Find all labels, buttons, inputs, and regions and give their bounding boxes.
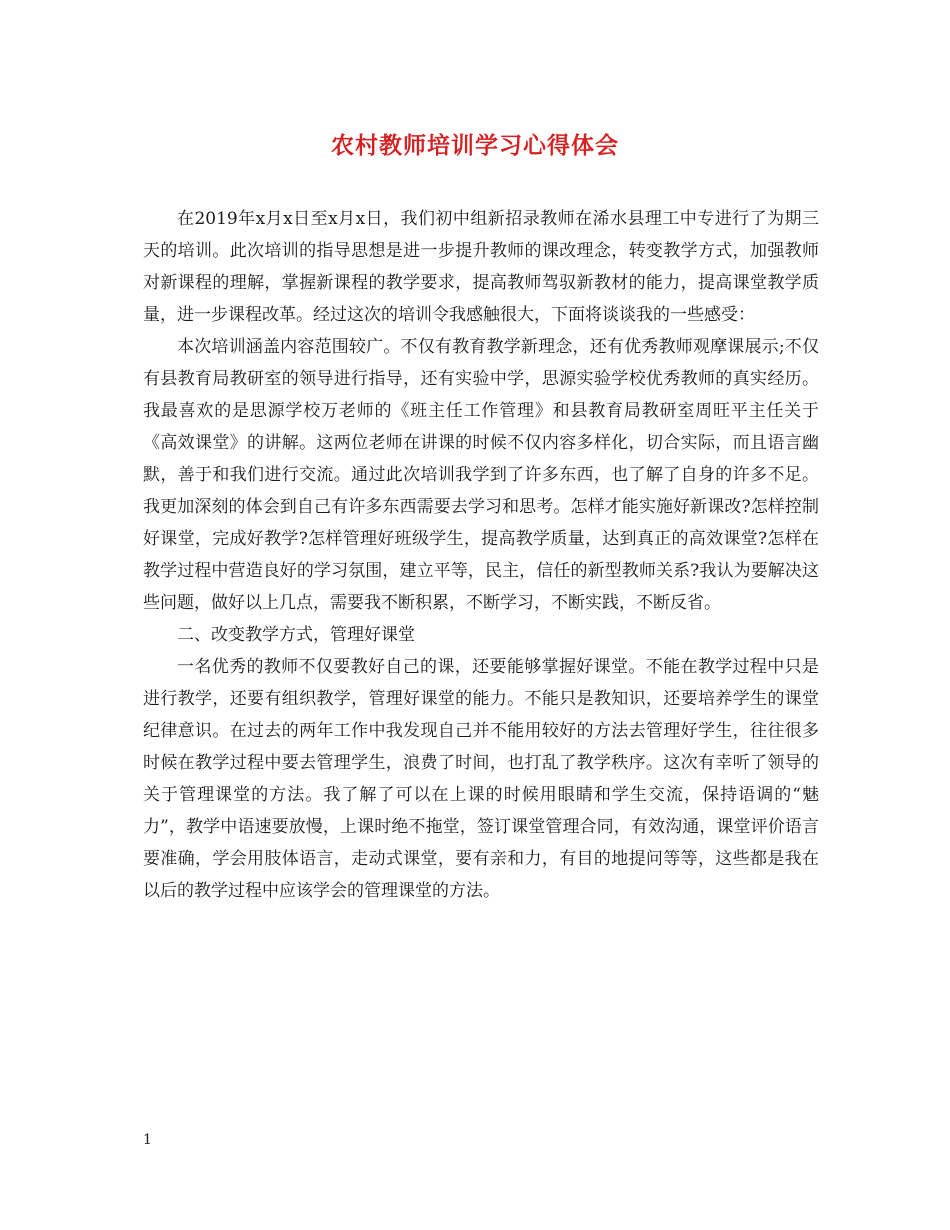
paragraph-classroom-management: 一名优秀的教师不仅要教好自己的课，还要能够掌握好课堂。不能在教学过程中只是进行教学，还要有组织教学，管理好课堂的能力。不能只是教知识，还要培养学生的课堂纪律意识。在过去的两年工作中我发现自己并不能用较好的方法去管理好学生，往往很多时候在教学过程中要去管理学生，浪费了时间，也打乱了教学秩序。这次有幸听了领导的关于管理课堂的方法。我了解了可以在上课的时候用眼睛和学生交流，保持语调的“魅力”，教学中语速要放慢，上课时绝不拖堂，签订课堂管理合同，有效沟通，课堂评价语言要准确，学会用肢体语言，走动式课堂，要有亲和力，有目的地提问等等，这些都是我在以后的教学过程中应该学会的管理课堂的方法。	[143, 657, 819, 901]
paragraph-training-content: 本次培训涵盖内容范围较广。不仅有教育教学新理念，还有优秀教师观摩课展示;不仅有县教育局教研室的领导进行指导，还有实验中学，思源实验学校优秀教师的真实经历。我最喜欢的是思源学校万老师的《班主任工作管理》和县教育局教研室周旺平主任关于《高效课堂》的讲解。这两位老师在讲课的时候不仅内容多样化，切合实际，而且语言幽默，善于和我们进行交流。通过此次培训我学到了许多东西，也了解了自身的许多不足。我更加深刻的体会到自己有许多东西需要去学习和思考。怎样才能实施好新课改?怎样控制好课堂，完成好教学?怎样管理好班级学生，提高教学质量，达到真正的高效课堂?怎样在教学过程中营造良好的学习氛围，建立平等，民主，信任的新型教师关系?我认为要解决这些问题，做好以上几点，需要我不断积累，不断学习，不断实践，不断反省。	[143, 337, 819, 613]
paragraph-intro: 在2019年x月x日至x月x日，我们初中组新招录教师在浠水县理工中专进行了为期三天的培训。此次培训的指导思想是进一步提升教师的课改理念，转变教学方式，加强教师对新课程的理解，掌握新课程的教学要求，提高教师驾驭新教材的能力，提高课堂教学质量，进一步课程改革。经过这次的培训令我感触很大，下面将谈谈我的一些感受：	[143, 209, 819, 325]
page-number: 1	[143, 1132, 152, 1148]
document-body	[143, 203, 819, 907]
document-title: 农村教师培训学习心得体会	[331, 132, 619, 159]
section-heading: 二、改变教学方式，管理好课堂	[177, 625, 415, 645]
